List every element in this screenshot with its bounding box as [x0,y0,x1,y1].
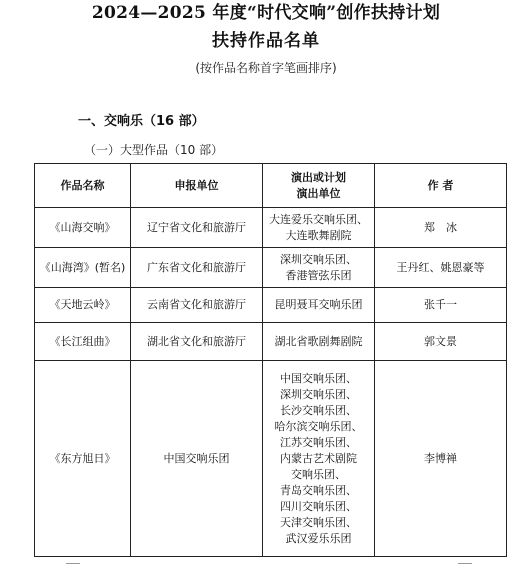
cell-author: 郑 冰 [375,208,507,248]
document-title-line1: 2024—2025 年度“时代交响”创作扶持计划 [91,3,441,23]
performer-line: 深圳交响乐团、 [280,252,357,266]
performer-line: 中国交响乐团、 [280,371,357,385]
table-row [35,288,507,323]
works-table [34,163,507,557]
cell-unit: 辽宁省文化和旅游厅 [131,208,263,248]
performer-line: 交响乐团、 [291,467,346,481]
header-performer-line1: 演出或计划 [291,170,346,184]
cell-performer [263,208,375,248]
performer-line: 昆明聂耳交响乐团 [274,298,363,311]
table-row [35,248,507,288]
table-header-row [35,164,507,208]
header-name: 作品名称 [35,164,131,208]
cell-name: 《山海交响》 [35,208,131,248]
performer-line: 大连歌舞剧院 [285,228,352,242]
performer-line: 香港管弦乐团 [285,268,352,282]
performer-line: 大连爱乐交响乐团、 [269,212,368,226]
next-page-rule [458,563,472,564]
table-row [35,361,507,557]
performer-line: 天津交响乐团、 [280,515,357,529]
performer-line: 青岛交响乐团、 [280,483,357,497]
document-title-line2: 扶持作品名单 [212,31,320,51]
cell-author: 李博禅 [375,361,507,557]
cell-name: 《天地云岭》 [35,288,131,323]
cell-name: 《东方旭日》 [35,361,131,557]
cell-name: 《长江组曲》 [35,323,131,361]
performer-line: 哈尔滨交响乐团、 [274,419,363,433]
performer-line: 内蒙古艺术剧院 [280,451,357,465]
table-row [35,323,507,361]
cell-performer [263,248,375,288]
cell-performer [263,323,375,361]
cell-unit: 云南省文化和旅游厅 [131,288,263,323]
next-page-rule [66,563,80,564]
cell-unit: 中国交响乐团 [131,361,263,557]
cell-performer [263,361,375,557]
cell-name: 《山海湾》(暂名) [35,248,131,288]
header-performer-line2: 演出单位 [296,186,341,200]
header-performer [263,164,375,208]
table-row [35,208,507,248]
subsection-heading: （一）大型作品（10 部） [84,143,224,157]
cell-unit: 广东省文化和旅游厅 [131,248,263,288]
cell-author: 张千一 [375,288,507,323]
performer-line: 长沙交响乐团、 [280,403,357,417]
document-subtitle: (按作品名称首字笔画排序) [195,61,337,75]
performer-line: 武汉爱乐乐团 [285,531,352,545]
cell-author: 王丹红、姚恩豪等 [375,248,507,288]
performer-line: 湖北省歌剧舞剧院 [274,334,363,348]
header-unit: 申报单位 [131,164,263,208]
cell-author: 郭文景 [375,323,507,361]
header-author: 作 者 [375,164,507,208]
cell-performer [263,288,375,323]
performer-line: 四川交响乐团、 [280,499,357,513]
cell-unit: 湖北省文化和旅游厅 [131,323,263,361]
performer-line: 江苏交响乐团、 [280,435,357,449]
section-heading: 一、交响乐（16 部） [78,114,205,129]
performer-line: 深圳交响乐团、 [280,387,357,401]
